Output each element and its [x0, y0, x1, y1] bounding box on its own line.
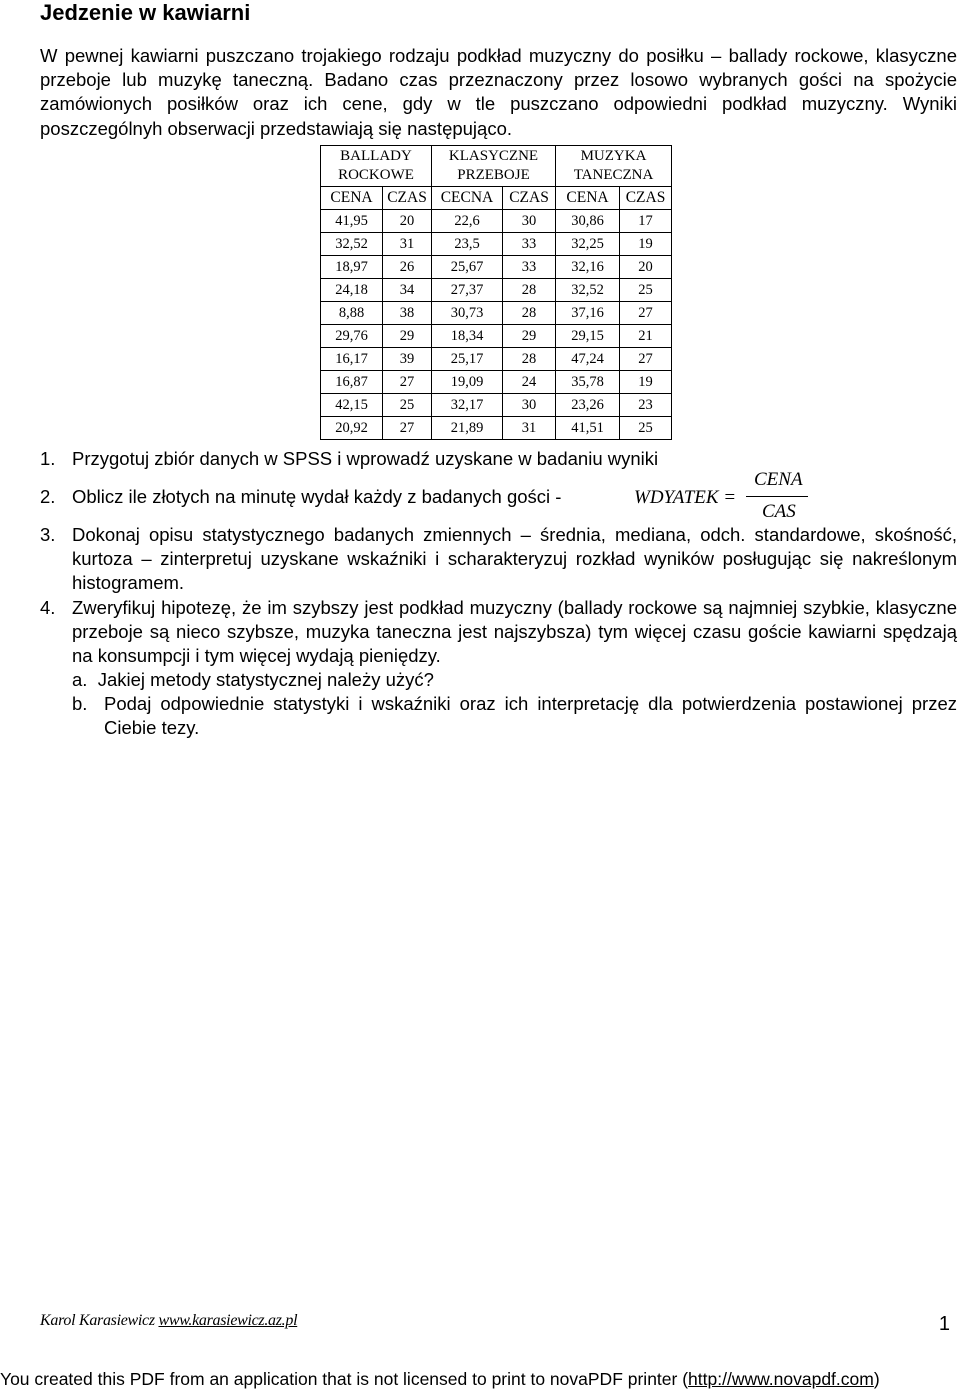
table-cell: 20	[383, 210, 432, 233]
table-cell: 25	[383, 394, 432, 417]
task-text: Przygotuj zbiór danych w SPSS i wprowadź uzyskane w badaniu wyniki	[72, 448, 659, 469]
table-row	[321, 325, 672, 348]
table-cell: 28	[503, 302, 556, 325]
table-cell: 23,5	[432, 233, 503, 256]
document-title: Jedzenie w kawiarni	[40, 0, 251, 25]
notice-suffix: )	[873, 1369, 880, 1389]
group-header	[556, 146, 672, 187]
table-cell: 23	[620, 394, 672, 417]
group-header	[432, 146, 556, 187]
column-header: CZAS	[503, 187, 556, 210]
subtask-label: b.	[72, 693, 88, 714]
table-subheader-row	[321, 187, 672, 210]
intro-paragraph: W pewnej kawiarni puszczano trojakiego rodzaju podkład muzyczny do posiłku – ballady rockowe, klasyczne przeboje lub muzykę taneczną. Badano czas przeznaczony przez losowo wybranych gości na spożycie zamówionych posiłków oraz ich cene, gdy w tle puszczano odpowiedni podkład muzyczny. Wyniki poszczególnyh obserwacji przedstawiają się następująco.	[40, 45, 957, 139]
table-cell: 28	[503, 348, 556, 371]
table-cell: 25,67	[432, 256, 503, 279]
table-cell: 18,34	[432, 325, 503, 348]
table-cell: 21,89	[432, 417, 503, 440]
table-cell: 32,52	[321, 233, 383, 256]
notice-prefix: You created this PDF from an application that is not licensed to print to novaPDF printer (	[0, 1369, 689, 1389]
table-cell: 31	[383, 233, 432, 256]
group-header	[321, 146, 432, 187]
author-name: Karol Karasiewicz	[40, 1312, 155, 1329]
table-cell: 18,97	[321, 256, 383, 279]
group-header-line1: BALLADY	[340, 148, 412, 164]
table-cell: 27	[383, 417, 432, 440]
table-cell: 19,09	[432, 371, 503, 394]
table-cell: 35,78	[556, 371, 620, 394]
table-cell: 24	[503, 371, 556, 394]
table-cell: 34	[383, 279, 432, 302]
table-cell: 29	[503, 325, 556, 348]
table-cell: 41,95	[321, 210, 383, 233]
table-cell: 41,51	[556, 417, 620, 440]
fraction-bar	[746, 496, 808, 497]
group-header-line2: ROCKOWE	[338, 167, 414, 183]
table-cell: 33	[503, 233, 556, 256]
table-cell: 29,15	[556, 325, 620, 348]
table-cell: 29	[383, 325, 432, 348]
table-row	[321, 279, 672, 302]
table-cell: 20,92	[321, 417, 383, 440]
table-cell: 23,26	[556, 394, 620, 417]
table-cell: 30	[503, 394, 556, 417]
table-row	[321, 394, 672, 417]
table-cell: 32,52	[556, 279, 620, 302]
table-cell: 8,88	[321, 302, 383, 325]
table-cell: 27	[383, 371, 432, 394]
formula-denominator: CAS	[762, 501, 796, 522]
table-cell: 31	[503, 417, 556, 440]
table-row	[321, 348, 672, 371]
table-cell: 16,17	[321, 348, 383, 371]
group-header-line1: MUZYKA	[580, 148, 647, 164]
table-cell: 27,37	[432, 279, 503, 302]
table-cell: 25	[620, 417, 672, 440]
column-header: CZAS	[383, 187, 432, 210]
task-number: 2.	[40, 486, 56, 507]
table-cell: 19	[620, 233, 672, 256]
group-header-line2: PRZEBOJE	[457, 167, 530, 183]
table-cell: 27	[620, 348, 672, 371]
formula-lhs: WDYATEK =	[634, 487, 737, 508]
table-cell: 28	[503, 279, 556, 302]
novapdf-link[interactable]: http://www.novapdf.com	[688, 1369, 874, 1389]
novapdf-notice	[0, 1368, 960, 1390]
group-header-line1: KLASYCZNE	[448, 148, 539, 164]
table-cell: 25,17	[432, 348, 503, 371]
table-cell: 33	[503, 256, 556, 279]
author-website-link[interactable]: www.karasiewicz.az.pl	[158, 1312, 298, 1329]
table-cell: 32,16	[556, 256, 620, 279]
table-row	[321, 233, 672, 256]
table-cell: 21	[620, 325, 672, 348]
task-text: Dokonaj opisu statystycznego badanych zmiennych – średnia, mediana, odch. standardowe, skośność, kurtoza – zinterpretuj uzyskane wskaźniki i scharakteryzuj rozkład wyników posługując się nakreślonym histogramem.	[72, 524, 957, 594]
page-number: 1	[938, 1313, 950, 1335]
subtask-text: Podaj odpowiednie statystyki i wskaźniki oraz ich interpretację dla potwierdzenia postawionej przez Ciebie tezy.	[104, 693, 957, 739]
table-cell: 29,76	[321, 325, 383, 348]
table-cell: 47,24	[556, 348, 620, 371]
column-header: CECNA	[432, 187, 503, 210]
task-text: Zweryfikuj hipotezę, że im szybszy jest podkład muzyczny (ballady rockowe są najmniej szybkie, klasyczne przeboje są nieco szybsze, muzyka taneczna jest najszybsza) tym więcej czasu goście kawiarni spędzają na konsumpcji i tym więcej wydają pieniędzy.	[72, 597, 957, 667]
table-cell: 30	[503, 210, 556, 233]
task-text: Oblicz ile złotych na minutę wydał każdy z badanych gości -	[72, 486, 562, 507]
task-number: 1.	[40, 448, 56, 469]
table-cell: 20	[620, 256, 672, 279]
subtask-text: Jakiej metody statystycznej należy użyć?	[97, 669, 434, 690]
table-cell: 30,73	[432, 302, 503, 325]
formula-numerator: CENA	[754, 469, 803, 490]
table-cell: 19	[620, 371, 672, 394]
table-cell: 38	[383, 302, 432, 325]
subtask-label: a.	[72, 669, 88, 690]
table-cell: 24,18	[321, 279, 383, 302]
table-cell: 42,15	[321, 394, 383, 417]
table-body	[321, 210, 672, 440]
table-cell: 17	[620, 210, 672, 233]
table-cell: 25	[620, 279, 672, 302]
table-cell: 32,25	[556, 233, 620, 256]
table-cell: 37,16	[556, 302, 620, 325]
table-cell: 30,86	[556, 210, 620, 233]
column-header: CENA	[556, 187, 620, 210]
table-cell: 27	[620, 302, 672, 325]
footer-author	[40, 1312, 297, 1330]
table-row	[321, 417, 672, 440]
table-row	[321, 302, 672, 325]
subtask-a	[72, 668, 434, 692]
table-row	[321, 371, 672, 394]
column-header: CENA	[321, 187, 383, 210]
table-cell: 16,87	[321, 371, 383, 394]
group-header-line2: TANECZNA	[573, 167, 654, 183]
table-group-header-row	[321, 146, 672, 187]
table-cell: 39	[383, 348, 432, 371]
task-number: 3.	[40, 524, 56, 545]
table-cell: 22,6	[432, 210, 503, 233]
task-number: 4.	[40, 597, 56, 618]
table-row	[321, 210, 672, 233]
table-row	[321, 256, 672, 279]
data-table	[320, 145, 672, 440]
column-header: CZAS	[620, 187, 672, 210]
table-cell: 32,17	[432, 394, 503, 417]
table-cell: 26	[383, 256, 432, 279]
